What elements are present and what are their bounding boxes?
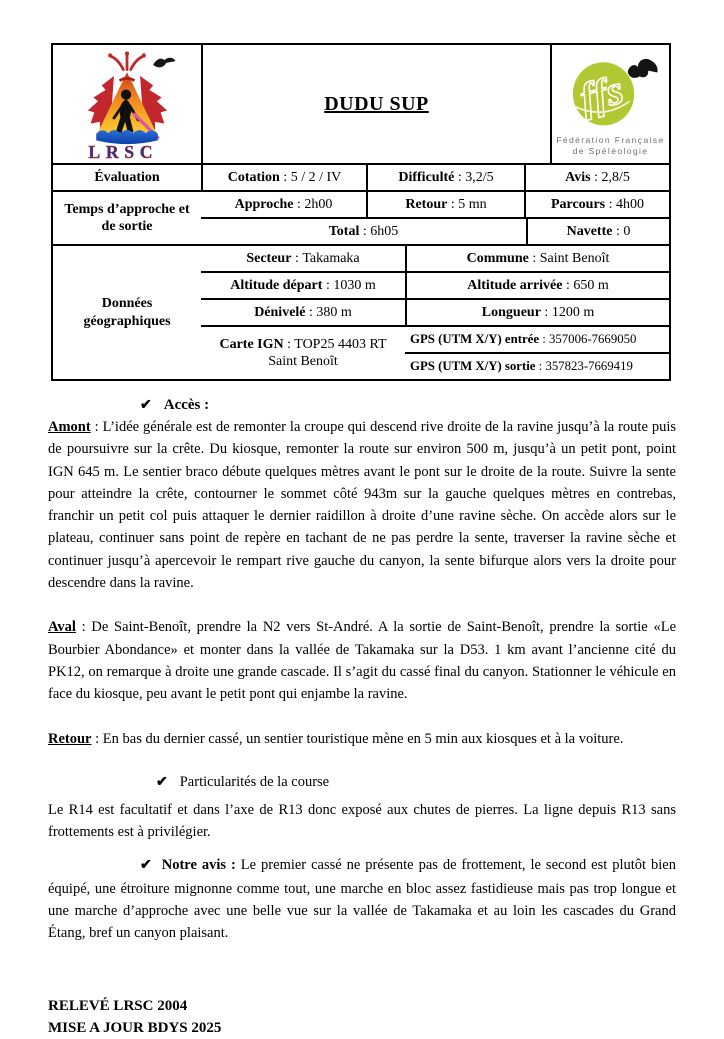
approche-cell — [201, 192, 366, 217]
colon-separator: : — [283, 336, 295, 352]
donnees-row-4 — [201, 325, 669, 379]
secteur-cell — [201, 246, 405, 271]
gps-stack — [405, 327, 669, 379]
altitude-depart-value: 1030 m — [333, 277, 376, 293]
donnees-row-1 — [201, 246, 669, 271]
navette-cell — [526, 219, 669, 244]
lrsc-logo-icon — [71, 47, 183, 161]
commune-value: Saint Benoît — [539, 250, 610, 266]
total-label: Total — [328, 223, 360, 239]
amont-label: Amont — [48, 419, 91, 435]
altitude-arrivee-value: 650 m — [573, 277, 609, 293]
denivele-cell — [201, 300, 405, 325]
denivele-label: Dénivelé — [254, 304, 306, 320]
lrsc-wordmark: LRSC — [88, 142, 159, 161]
altitude-depart-label: Altitude départ — [230, 277, 323, 293]
approche-label: Approche — [234, 196, 294, 212]
colon-separator: : — [291, 250, 303, 266]
difficulte-value: 3,2/5 — [465, 169, 494, 185]
temps-row-2 — [201, 217, 669, 244]
ffs-caption-line2: de Spéléologie — [572, 146, 649, 157]
altitude-arrivee-label: Altitude arrivée — [467, 277, 563, 293]
retour-cell — [366, 192, 524, 217]
colon-separator: : — [562, 277, 574, 293]
caver-head — [121, 90, 131, 100]
temps-section — [53, 190, 669, 244]
footer-line2: MISE A JOUR BDYS 2025 — [48, 1019, 222, 1036]
amont-text: L’idée générale est de remonter la croupe qui descend rive droite de la ravine jusqu’à la route puis de poursuivre sur la crête. Du kiosque, remonter la route sur environ 500 m, jusqu’à un petit pont, point IGN 645 m. Le sentier braco débute quelques mètres avant le pont sur le droite de la route. Suivre la sente pour atteindre la crête, contourner le sommet côté 943m sur la gauche quelques mètres en contrebas, franchir un petit col puis attaquer le dernier raidillon à droite d’une ravine sèche. On accède alors sur le plateau, continuer sans point de repère en tachant de ne pas perdre la sente, traverser la ravine sèche et continuer jusqu’à apercevoir le rempart rive gauche du canyon, la sente bifurque alors vers la droite pour descendre dans la ravine. — [48, 419, 676, 592]
carte-ign-cell — [201, 327, 405, 379]
navette-value: 0 — [623, 223, 631, 239]
particularites-title: Particularités de la course — [179, 773, 330, 790]
donnees-section — [53, 244, 669, 379]
colon-separator: : — [539, 331, 549, 346]
colon-separator: : — [535, 358, 546, 373]
check-icon: ✔ — [156, 774, 168, 790]
notre-avis-paragraph — [48, 854, 676, 944]
parcours-value: 4h00 — [616, 196, 645, 212]
colon-separator: : — [293, 196, 305, 212]
acces-title: Accès : — [163, 397, 210, 413]
colon-separator: : — [590, 169, 602, 185]
secteur-value: Takamaka — [302, 250, 360, 266]
footer-line1: RELEVÉ LRSC 2004 — [48, 997, 188, 1014]
colon-separator: : — [305, 304, 317, 320]
colon-separator: : — [528, 250, 540, 266]
ffs-caption — [556, 135, 664, 158]
aval-text: De Saint-Benoît, prendre la N2 vers St-André. A la sortie de Saint-Benoît, prendre la sortie «Le Bourbier Abondance» et monter dans la vallée de Takamaka sur la D53. 1 km avant l’ancienne cité du PK12, on remarque à droite une grande cascade. Il s’agit du cassé final du canyon. Stationner le véhicule en face du kiosque, peu avant le petit pont qui enjambe la ravine. — [48, 619, 677, 703]
document-title-cell — [201, 45, 550, 163]
eruption-plume-icon — [111, 55, 143, 70]
colon-separator: : — [75, 619, 92, 636]
cotation-label: Cotation — [227, 169, 280, 185]
gps-sortie-label: GPS (UTM X/Y) sortie — [410, 358, 536, 373]
colon-separator: : — [91, 730, 103, 747]
altitude-arrivee-cell — [405, 273, 669, 298]
donnees-row-2 — [201, 271, 669, 298]
colon-separator: : — [90, 419, 103, 435]
temps-row-label: Temps d’approche et de sortie — [64, 201, 190, 234]
longueur-value: 1200 m — [551, 304, 595, 320]
total-cell — [201, 219, 526, 244]
commune-label: Commune — [466, 250, 529, 266]
carte-ign-label: Carte IGN — [219, 336, 284, 352]
colon-separator: : — [605, 196, 617, 212]
parcours-label: Parcours — [550, 196, 606, 212]
difficulte-label: Difficulté — [398, 169, 455, 185]
temps-row-1 — [201, 192, 669, 217]
aval-label: Aval — [48, 619, 76, 636]
secteur-label: Secteur — [246, 250, 292, 266]
commune-cell — [405, 246, 669, 271]
donnees-row-3 — [201, 298, 669, 325]
denivele-value: 380 m — [316, 304, 352, 320]
longueur-cell — [405, 300, 669, 325]
colon-separator: : — [322, 277, 334, 293]
particularites-text: Le R14 est facultatif et dans l’axe de R13 donc exposé aux chutes de pierres. La ligne depuis R13 sans frottements est à privilégier. — [48, 801, 676, 841]
avis-label: Avis — [565, 169, 591, 185]
retour-label: Retour — [405, 196, 448, 212]
check-icon: ✔ — [140, 858, 152, 874]
donnees-subrows — [201, 246, 669, 379]
avis-value: 2,8/5 — [601, 169, 630, 185]
approche-value: 2h00 — [304, 196, 333, 212]
altitude-depart-cell — [201, 273, 405, 298]
particularites-heading — [156, 774, 676, 791]
aval-paragraph — [48, 616, 676, 705]
acces-heading — [140, 397, 676, 414]
footer-credits — [48, 995, 676, 1039]
gps-entree-value: 357006-7669050 — [548, 331, 637, 346]
colon-separator: : — [447, 196, 459, 212]
total-value: 6h05 — [370, 223, 399, 239]
particularites-paragraph — [48, 799, 676, 844]
gps-entree-label: GPS (UTM X/Y) entrée — [410, 331, 539, 346]
avis-cell — [524, 165, 669, 190]
ffs-logo-cell — [550, 45, 669, 163]
bird-icon — [153, 58, 175, 68]
evaluation-row-label: Évaluation — [94, 169, 160, 185]
evaluation-row — [53, 163, 669, 190]
gps-entree-cell — [405, 327, 669, 352]
retour-value: 5 mn — [458, 196, 487, 212]
amont-paragraph — [48, 416, 676, 594]
gps-sortie-cell — [405, 352, 669, 379]
parcours-cell — [524, 192, 669, 217]
retour-paragraph-label: Retour — [48, 730, 92, 747]
ffs-logo-icon — [559, 51, 663, 133]
colon-separator: : — [279, 169, 291, 185]
colon-separator: : — [612, 223, 624, 239]
difficulte-cell — [366, 165, 524, 190]
navette-label: Navette — [566, 223, 613, 239]
cotation-cell — [201, 165, 366, 190]
topo-info-table — [51, 43, 671, 381]
ffs-caption-line1: Fédération Française — [556, 135, 665, 145]
header-row — [53, 45, 669, 163]
longueur-label: Longueur — [481, 304, 541, 320]
notre-avis-text: Le premier cassé ne présente pas de frottement, le second est plutôt bien équipé, une étroiture mignonne comme tout, une marche en bloc assez fastidieuse mais pas trop longue et une marche d’approche avec une belle vue sur la vallée de Takamaka et au loin les cascades du Grand Étang, bref un canyon plaisant. — [48, 857, 676, 942]
retour-paragraph — [48, 728, 676, 750]
colon-separator: : — [359, 223, 371, 239]
check-icon: ✔ — [140, 398, 152, 413]
page-title: DUDU SUP — [324, 92, 429, 115]
ffs-monogram: ffs — [574, 66, 627, 121]
temps-subrows — [201, 192, 669, 244]
gps-sortie-value: 357823-7669419 — [545, 358, 633, 373]
bat-icon — [627, 59, 657, 78]
cotation-value: 5 / 2 / IV — [290, 169, 342, 185]
donnees-row-label: Données géographiques — [83, 296, 171, 329]
retour-paragraph-text: En bas du dernier cassé, un sentier touristique mène en 5 min aux kiosques et à la voiture. — [102, 730, 624, 747]
carte-ign-value: TOP25 4403 RT Saint Benoît — [268, 336, 387, 369]
colon-separator: : — [454, 169, 466, 185]
colon-separator: : — [540, 304, 552, 320]
notre-avis-label: Notre avis : — [161, 857, 236, 874]
lrsc-logo-cell — [53, 45, 201, 163]
